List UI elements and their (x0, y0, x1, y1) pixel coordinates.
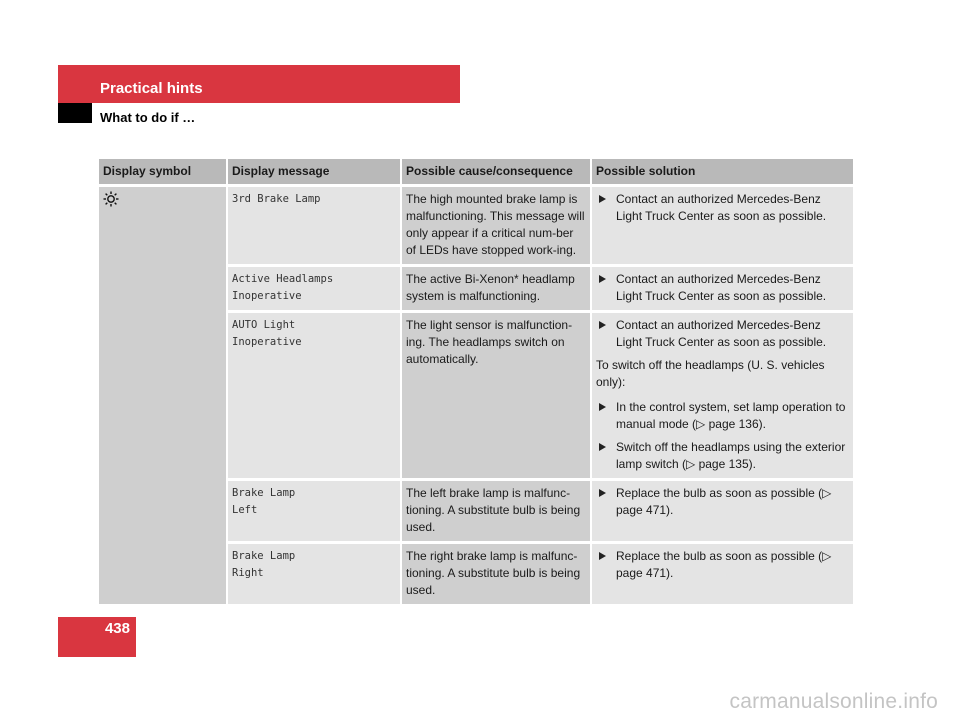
bullet-arrow-icon (599, 489, 606, 497)
solution-step-text: Replace the bulb as soon as possible (▷ page 471). (616, 486, 832, 517)
solution-cell (591, 480, 853, 543)
solution-cell (591, 312, 853, 480)
solution-step-text: In the control system, set lamp operation to manual mode (▷ page 136). (616, 400, 846, 431)
watermark: carmanualsonline.info (729, 690, 938, 713)
display-message-line: Active Headlamps (232, 273, 334, 285)
solution-step (596, 271, 849, 305)
bullet-arrow-icon (599, 552, 606, 560)
page-number: 438 (104, 620, 130, 637)
display-messages-table (99, 159, 853, 607)
cause-cell: The active Bi-Xenon* headlamp system is malfunctioning. (401, 266, 591, 312)
cause-cell: The light sensor is malfunction-ing. The headlamps switch on automatically. (401, 312, 591, 480)
display-message-cell (227, 186, 401, 266)
table-row (99, 186, 853, 266)
solution-step-text: Replace the bulb as soon as possible (▷ page 471). (616, 549, 832, 580)
bullet-arrow-icon (599, 321, 606, 329)
display-symbol-cell (99, 186, 227, 606)
display-message-line: Brake Lamp (232, 487, 296, 499)
bullet-arrow-icon (599, 275, 606, 283)
display-message-line: AUTO Light (232, 319, 296, 331)
display-message-line: Brake Lamp (232, 550, 296, 562)
bullet-arrow-icon (599, 443, 606, 451)
display-message-line: Inoperative (232, 290, 302, 302)
section-title: Practical hints (100, 80, 203, 97)
display-message-line: Right (232, 567, 264, 579)
column-header: Display symbol (99, 159, 227, 186)
display-message-cell (227, 480, 401, 543)
brake-lamp-icon (103, 191, 119, 211)
bullet-arrow-icon (599, 195, 606, 203)
solution-step-text: Contact an authorized Mercedes-Benz Light Truck Center as soon as possible. (616, 192, 827, 223)
solution-step-text: Contact an authorized Mercedes-Benz Light Truck Center as soon as possible. (616, 272, 827, 303)
solution-step (596, 439, 849, 473)
display-message-cell (227, 543, 401, 606)
display-message-line: 3rd Brake Lamp (232, 193, 321, 205)
solution-step-text: Contact an authorized Mercedes-Benz Light Truck Center as soon as possible. (616, 318, 827, 349)
solution-step (596, 191, 849, 225)
solution-note: To switch off the headlamps (U. S. vehicles only): (596, 358, 825, 389)
cause-cell: The right brake lamp is malfunc-tioning. A substitute bulb is being used. (401, 543, 591, 606)
solution-cell (591, 543, 853, 606)
solution-step (596, 548, 849, 582)
bullet-arrow-icon (599, 403, 606, 411)
display-message-line: Inoperative (232, 336, 302, 348)
solution-cell (591, 186, 853, 266)
solution-step (596, 317, 849, 351)
column-header: Possible solution (591, 159, 853, 186)
table-header-row (99, 159, 853, 186)
cause-cell: The high mounted brake lamp is malfunctioning. This message will only appear if a critical num-ber of LEDs have stopped work-ing. (401, 186, 591, 266)
solution-step (596, 485, 849, 519)
section-marker (58, 103, 92, 123)
column-header: Display message (227, 159, 401, 186)
solution-cell (591, 266, 853, 312)
column-header: Possible cause/consequence (401, 159, 591, 186)
display-message-cell (227, 312, 401, 480)
cause-cell: The left brake lamp is malfunc-tioning. A substitute bulb is being used. (401, 480, 591, 543)
solution-step (596, 399, 849, 433)
page-number-box (58, 617, 136, 657)
page-subtitle: What to do if … (100, 110, 196, 125)
display-message-line: Left (232, 504, 258, 516)
display-message-cell (227, 266, 401, 312)
solution-step-text: Switch off the headlamps using the exterior lamp switch (▷ page 135). (616, 440, 846, 471)
